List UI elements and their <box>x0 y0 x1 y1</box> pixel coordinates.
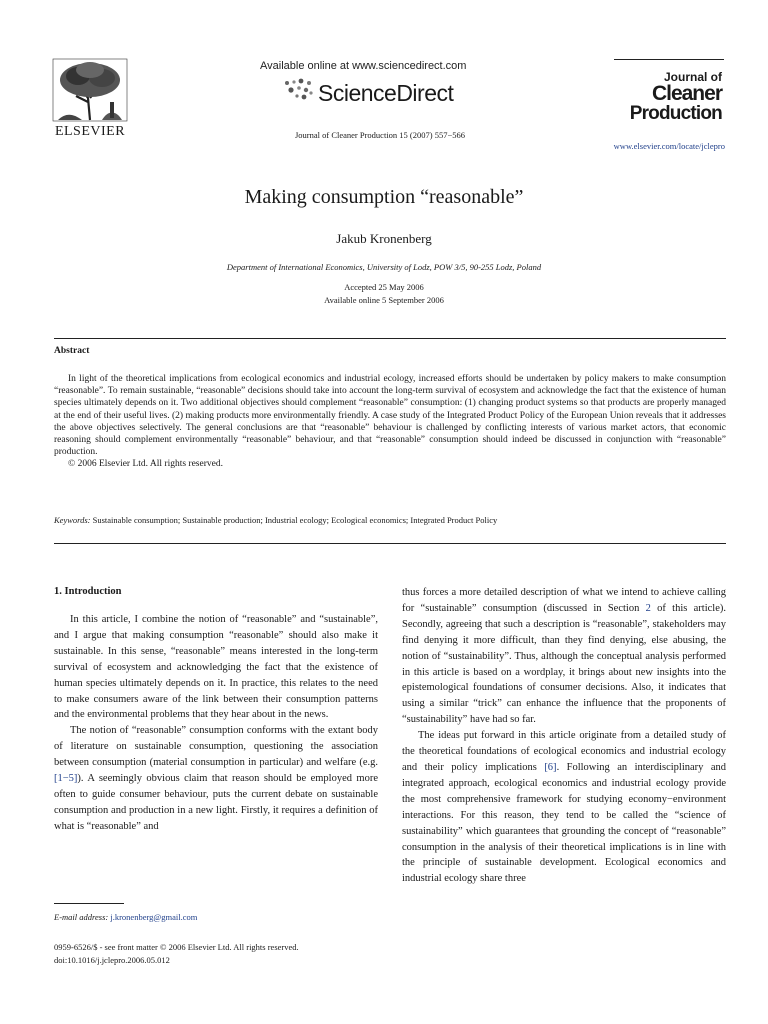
email-link[interactable]: j.kronenberg@gmail.com <box>110 912 198 922</box>
sciencedirect-wordmark: ScienceDirect <box>318 80 454 106</box>
citation-link[interactable]: [6] <box>544 761 557 773</box>
footnote <box>54 912 378 922</box>
keywords-label: Keywords: <box>54 515 91 525</box>
abstract-heading: Abstract <box>54 346 90 356</box>
abstract-copyright: © 2006 Elsevier Ltd. All rights reserved. <box>68 459 223 470</box>
doi-line[interactable]: doi:10.1016/j.jclepro.2006.05.012 <box>54 954 170 965</box>
paragraph: thus forces a more detailed description of what we intend to achieve calling for “sustainable” consumption (discussed in Section 2 of this article). Secondly, agreeing that such a description is “reasonable”, stakeholders may find denying it more difficult, than they find denying, else abusing, the notion of “sustainability”. Thus, although the conceptual analysis performed in this article is based on a wordplay, it brings about new insights into the epistemological foundations of consumer decisions. Also, it indicates that using a similar “trick” can enhance the influence that the proponents of “sustainability” have had so far. <box>402 587 726 726</box>
footnote-rule <box>54 903 124 904</box>
accepted-date: Accepted 25 May 2006 <box>344 282 424 292</box>
journal-logo-line3: Production <box>629 103 722 124</box>
paragraph: The ideas put forward in this article originate from a detailed study of the theoretical foundations of ecological economics and industrial ecology and their policy implications [6]. Following an interdisciplinary and integrated approach, ecological economics and industrial ecology provide the most comprehensive framework for studying economy−environment interactions. For this reason, they tend to be called the “science of sustainability” which guarantees that grounding the concept of “reasonable” consumption in the analysis of their theoretical implications is in line with the principle of sustainable development. Ecological economics and industrial ecology share three <box>402 730 726 885</box>
article-dates <box>0 281 768 306</box>
journal-citation: Journal of Cleaner Production 15 (2007) 557−566 <box>294 130 466 140</box>
email-label: E-mail address: <box>54 912 109 922</box>
paragraph: In this article, I combine the notion of “reasonable” and “sustainable”, and I argue that making consumption “reasonable” should also make it sustainable. In this sense, “reasonable” means interested in the long-term survival of ecosystem and acknowledging the fact that the existence of human species ultimately depends on it. In practice, this relates to the need to make consumers aware of the link between their consumption patterns and the environmental problems that they hear about in the news. <box>54 614 378 721</box>
available-date: Available online 5 September 2006 <box>324 294 444 305</box>
journal-url-link[interactable]: www.elsevier.com/locate/jclepro <box>613 141 725 151</box>
sciencedirect-dots-icon <box>282 78 322 108</box>
article-author: Jakub Kronenberg <box>336 231 432 246</box>
section-link[interactable]: 2 <box>645 602 651 614</box>
abstract-text: In light of the theoretical implications from ecological economics and industrial ecology, increased efforts should be undertaken by policy makers to make consumption “reasonable”. To remain sustainable, “reasonable” decisions should take into account the long-term survival of ecosystem and acknowledge the fact that the existence of human species ultimately depends on it. Two additional objectives should complement “reasonable” consumption: (1) changing product systems so that products are properly managed at the end of their useful lives. (2) making products more environmentally friendly. A case study of the Integrated Product Policy of the European Union reveals that it addresses the above objectives selectively. The general conclusions are that “reasonable” behaviour is challenged by conflicting interests of various market actors, that economic reasoning should complement environmentally “reasonable” behaviour, and that “reasonable” consumption should indeed be discussed in conjunction with “reasonable” production. <box>54 374 726 458</box>
issn-line: 0959-6526/$ - see front matter © 2006 Elsevier Ltd. All rights reserved. <box>54 942 299 952</box>
paragraph: The notion of “reasonable” consumption conforms with the extant body of literature on sustainable consumption, questioning the association between consumption (material consumption in particular) and welfare (e.g. [1−5]). A seemingly obvious claim that reason should be employed more often to guide consumer behaviour, puts the current debate on sustainable consumption and production in a new light. Firstly, it requires a definition of what is “reasonable” and <box>54 725 378 832</box>
author-affiliation: Department of International Economics, University of Lodz, POW 3/5, 90-255 Lodz, Poland <box>226 262 542 272</box>
citation-link[interactable]: [1−5] <box>54 773 78 785</box>
keywords-list: Sustainable consumption; Sustainable production; Industrial ecology; Ecological economics; Integrated Product Policy <box>92 515 498 525</box>
front-matter <box>54 941 414 966</box>
journal-logo-rule <box>614 59 724 60</box>
article-title: Making consumption “reasonable” <box>244 186 524 208</box>
section-heading-introduction: 1. Introduction <box>54 586 122 597</box>
abstract-bottom-rule <box>54 543 726 544</box>
abstract-top-rule <box>54 338 726 339</box>
keywords <box>54 515 726 525</box>
left-column <box>54 612 378 835</box>
abstract-body <box>54 373 726 471</box>
journal-logo-line2: Cleaner <box>651 82 722 105</box>
right-column <box>402 585 726 887</box>
sciencedirect-logo <box>282 78 482 108</box>
journal-logo-line1: Journal of <box>663 70 722 84</box>
elsevier-wordmark: ELSEVIER <box>54 124 126 139</box>
available-online-text: Available online at www.sciencedirect.com <box>260 60 467 72</box>
